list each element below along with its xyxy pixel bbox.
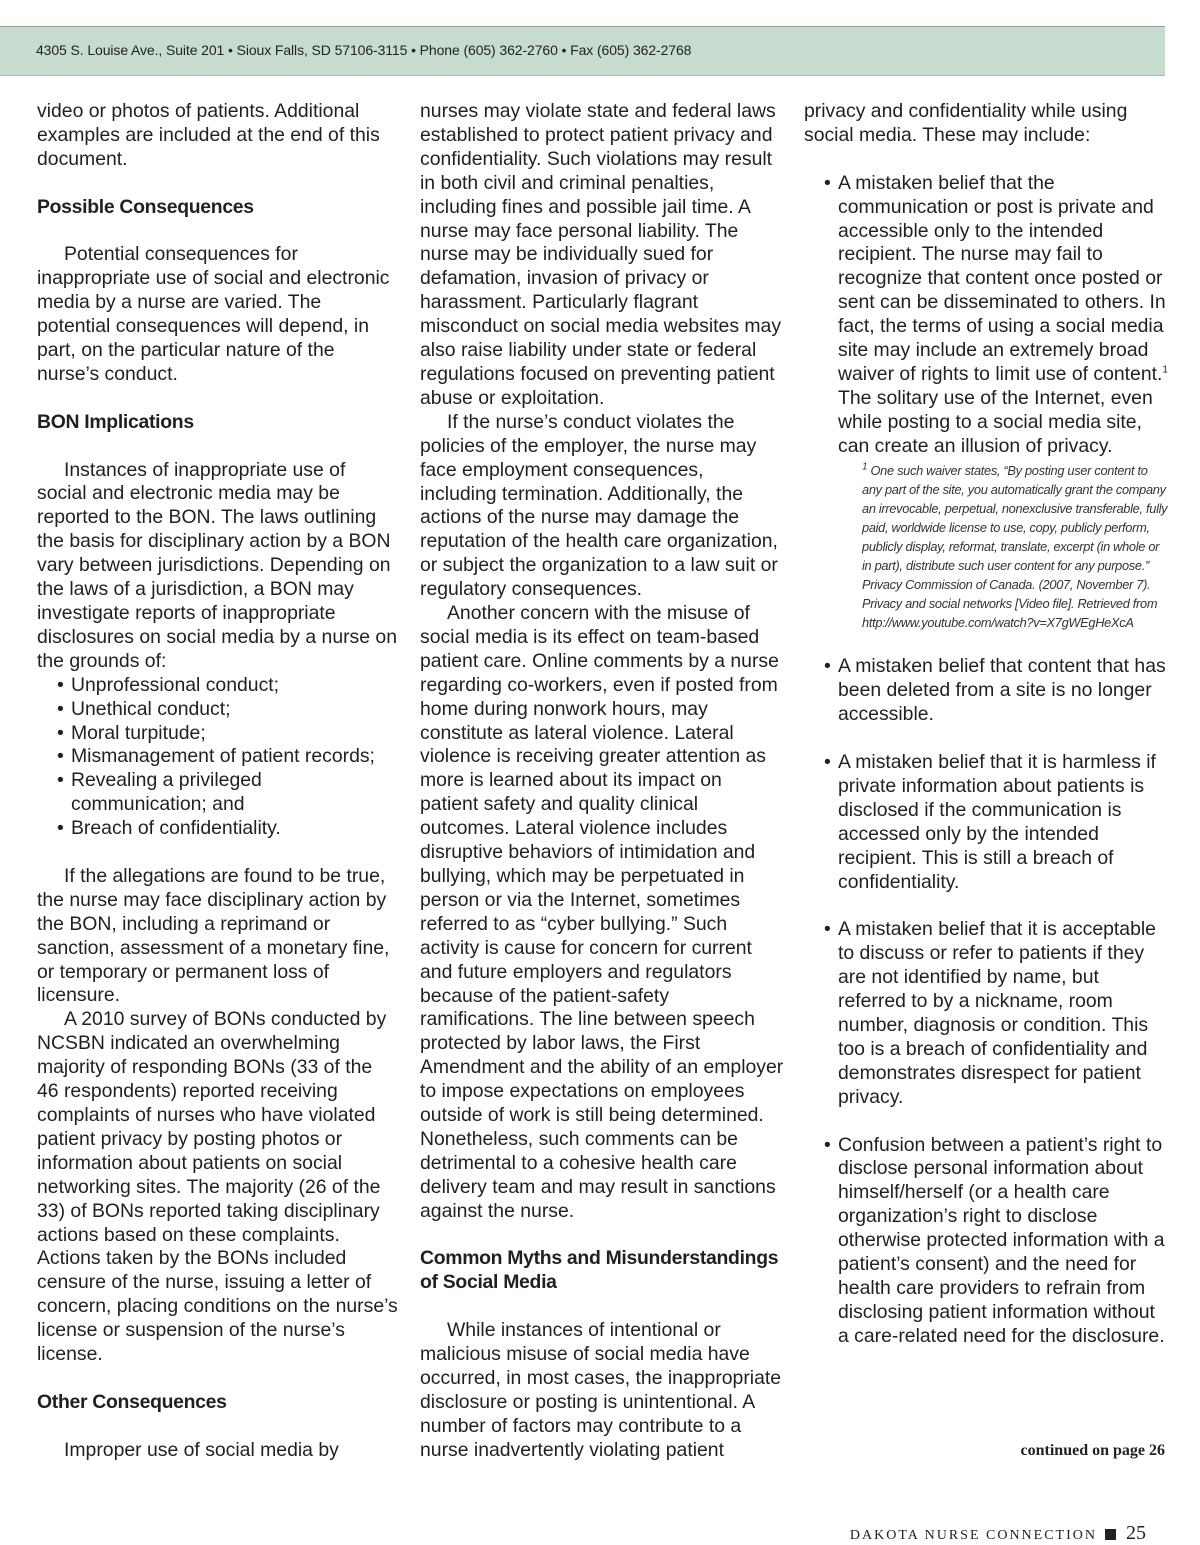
paragraph: While instances of intentional or malicious misuse of social media have occurred, in most cases, the inappropriate disclosure or posting is unintentional. A number of factors may contribute to a nurse inadvertently violating patient — [420, 1319, 782, 1461]
paragraph: If the nurse’s conduct violates the policies of the employer, the nurse may face employment consequences, including termination. Additionally, the actions of the nurse may damage the reputation of the health care organization, or subject the organization to a law suit or regulatory consequences. — [420, 410, 778, 601]
column-3 — [804, 100, 1169, 1349]
column-2 — [420, 100, 785, 1463]
list-item: • Breach of confidentiality. — [57, 817, 399, 841]
footnote: $^1$ One such waiver states, “By posting user content to any part of the site, you automatically grant the company an irrevocable, perpetual, nonexclusive transferable, fully paid, worldwide license to use, copy, publicly perform, publicly display, reformat, translate, excerpt (in whole or in part), distribute such user content for any purpose.” Privacy Commission of Canada. (2007, November 7). Privacy and social networks [Video file]. Retrieved from http://www.youtube.com/watch?v=X7gWEgHeXcA — [862, 461, 1168, 631]
header-address: 4305 S. Louise Ave., Suite 201 • Sioux Falls, SD 57106-3115 • Phone (605) 362-2760 • Fax (605) 362-2768 — [36, 42, 692, 58]
square-bullet-icon — [1105, 1529, 1116, 1540]
section-heading-possible-consequences: Possible Consequences — [37, 195, 254, 218]
column-1 — [37, 100, 399, 1463]
list-item: • Confusion between a patient’s right to disclose personal information about himself/herself (or a health care organization’s right to disclose otherwise protected information with a patient’s consent) and the need for health care providers to refrain from disclosing patient information without a care-related need for the disclosure. — [824, 1134, 1169, 1349]
paragraph: Potential consequences for inappropriate use of social and electronic media by a nurse are varied. The potential consequences will depend, in part, on the particular nature of the nurse’s conduct. — [37, 243, 390, 385]
list-item: • A mistaken belief that the communication or post is private and accessible only to the intended recipient. The nurse may fail to recognize that content once posted or sent can be disseminated to others. In fact, the terms of using a social media site may include an extremely broad waiver of rights to limit use of content.$^1$ The solitary use of the Internet, even while posting to a social media site, can create an illusion of privacy. — [824, 172, 1169, 459]
paragraph: Another concern with the misuse of social media is its effect on team-based patient care. Online comments by a nurse regarding co-workers, even if posted from home during nonwork hours, may constitute as lateral violence. Lateral violence is receiving greater attention as more is learned about its impact on patient safety and quality clinical outcomes. Lateral violence includes disruptive behaviors of intimidation and bullying, which may be perpetuated in person or via the Internet, sometimes referred to as “cyber bullying.” Such activity is cause for concern for current and future employers and regulators because of the patient-safety ramifications. The line between speech protected by labor laws, the First Amendment and the ability of an employer to impose expectations on employees outside of work is still being determined. Nonetheless, such comments can be detrimental to a cohesive health care delivery team and may result in sanctions against the nurse. — [420, 602, 784, 1222]
section-heading-common-myths: Common Myths and Misunderstandings of Social Media — [420, 1247, 779, 1294]
myths-list — [804, 655, 1169, 1348]
list-item: • A mistaken belief that content that has been deleted from a site is no longer accessible. — [824, 655, 1169, 727]
list-item: • Mismanagement of patient records; — [57, 745, 399, 769]
list-item: • A mistaken belief that it is harmless if private information about patients is disclosed if the communication is accessed only by the intended recipient. This is still a breach of confidentiality. — [824, 751, 1169, 894]
list-item: • Unprofessional conduct; — [57, 674, 399, 698]
page-number: 25 — [1126, 1522, 1146, 1544]
list-item: • A mistaken belief that it is acceptable to discuss or refer to patients if they are not identified by name, but referred to by a nickname, room number, diagnosis or condition. This too is a breach of confidentiality and demonstrates disrespect for patient privacy. — [824, 918, 1169, 1109]
paragraph: If the allegations are found to be true, the nurse may face disciplinary action by the BON, including a reprimand or sanction, assessment of a monetary fine, or temporary or permanent loss of licensure. — [37, 864, 390, 1007]
paragraph: Improper use of social media by — [64, 1438, 339, 1461]
list-item: • Moral turpitude; — [57, 722, 399, 746]
paragraph: privacy and confidentiality while using social media. These may include: — [804, 100, 1128, 146]
list-item: • Revealing a privileged communication; and — [57, 769, 399, 817]
grounds-list — [37, 674, 399, 841]
footnote-ref: 1 — [1162, 364, 1168, 376]
continued-note: continued on page 26 — [1020, 1442, 1165, 1459]
page-footer — [850, 1522, 1146, 1545]
list-item: • Unethical conduct; — [57, 698, 399, 722]
paragraph: nurses may violate state and federal laws established to protect patient privacy and confidentiality. Such violations may result in both civil and criminal penalties, including fines and possible jail time. A nurse may face personal liability. The nurse may be individually sued for defamation, invasion of privacy or harassment. Particularly flagrant misconduct on social media websites may also raise liability under state or federal regulations focused on preventing patient abuse or exploitation. — [420, 100, 782, 409]
publication-name: DAKOTA NURSE CONNECTION — [849, 1528, 1097, 1543]
section-heading-bon-implications: BON Implications — [37, 410, 194, 433]
section-heading-other-consequences: Other Consequences — [37, 1390, 227, 1413]
header-band — [0, 27, 1165, 76]
paragraph: video or photos of patients. Additional examples are included at the end of this document. — [37, 100, 380, 170]
myths-list — [804, 172, 1169, 459]
paragraph: Instances of inappropriate use of social and electronic media may be reported to the BON. The laws outlining the basis for disciplinary action by a BON vary between jurisdictions. Depending on the laws of a jurisdiction, a BON may investigate reports of inappropriate disclosures on social media by a nurse on the grounds of: — [37, 458, 397, 672]
paragraph: A 2010 survey of BONs conducted by NCSBN indicated an overwhelming majority of responding BONs (33 of the 46 respondents) reported receiving complaints of nurses who have violated patient privacy by posting photos or information about patients on social networking sites. The majority (26 of the 33) of BONs reported taking disciplinary actions based on these complaints. Actions taken by the BONs included censure of the nurse, issuing a letter of concern, placing conditions on the nurse’s license or suspension of the nurse’s license. — [37, 1008, 398, 1366]
